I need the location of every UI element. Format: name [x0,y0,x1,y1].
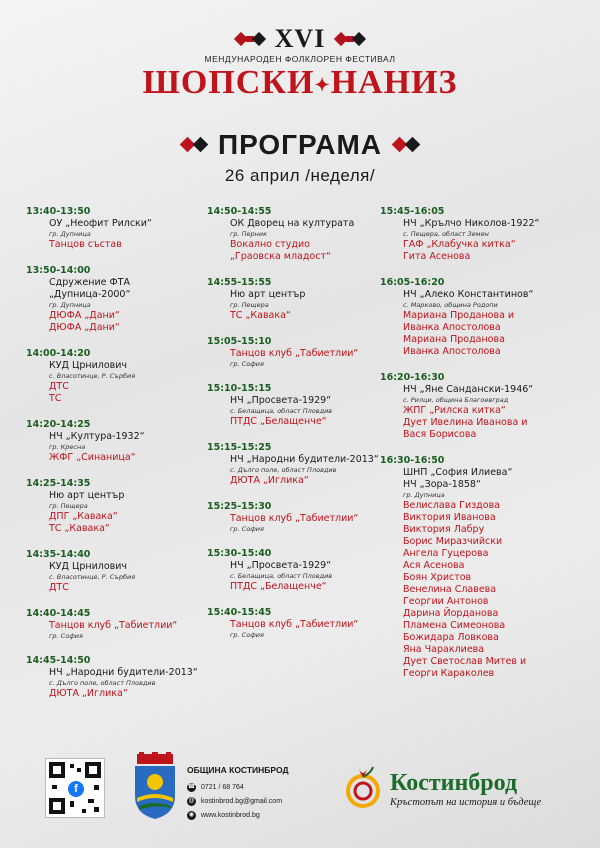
slot-ensemble: ОУ „Неофит Рилски“ [49,218,152,229]
slot-time: 15:15-15:25 [207,442,272,453]
website-link[interactable]: www.kostinbrod.bg [201,811,260,819]
slot-ensemble: ШНП „София Илиева“ [403,467,513,478]
slot-performer: Венелина Славева [403,584,497,595]
schedule-slot [26,608,206,641]
slot-performer: ДПГ „Кавака“ [49,511,118,522]
slot-place: с. Белащица, област Пловдив [230,407,333,415]
slot-place: с. Власотинце, Р. Сърбия [49,573,136,581]
slot-ensemble: Ню арт център [230,289,306,300]
slot-ensemble: НЧ „Просвета-1929“ [230,395,332,406]
slot-place: с. Пещера, област Земен [403,230,489,238]
slot-place: гр. Дупница [49,230,91,238]
slot-performer: Виктория Иванова [403,512,496,523]
festival-header [0,26,600,104]
slot-place: гр. София [230,631,264,639]
slot-time: 14:40-14:45 [26,608,91,619]
slot-performer: ТС [49,393,62,404]
slot-ensemble: КУД Црнилович [49,561,128,572]
slot-performer: Виктория Лабру [403,524,485,535]
schedule-slot [207,607,382,640]
slot-ensemble: НЧ „Крълчо Николов-1922“ [403,218,540,229]
slot-performer: Пламена Симеонова [403,620,506,631]
slot-performer: Танцов клуб „Табиетлии“ [49,620,178,631]
slot-time: 14:25-14:35 [26,478,91,489]
slot-performer: ТС „Кавака“ [49,523,110,534]
slot-place: гр. Кресна [49,443,86,451]
edition-number: XVI [274,24,326,53]
kostinbrod-brand-logo-icon [345,765,381,809]
slot-time: 15:30-15:40 [207,548,272,559]
festival-subtitle: МЕНДУНАРОДЕН ФОЛКЛОРЕН ФЕСТИВАЛ [204,54,396,64]
slot-place: гр. Перник [230,230,268,238]
slot-performer: Ангела Гуцерова [403,548,489,559]
slot-performer: ДТС [49,381,69,392]
web-icon: ◉ [188,811,195,818]
schedule-slot [207,548,382,593]
schedule-slot [26,419,206,464]
slot-ensemble: НЧ „Зора-1858“ [403,479,481,490]
coat-of-arms-icon [133,752,177,820]
slot-ensemble: КУД Црнилович [49,360,128,371]
slot-performer: Гита Асенова [403,251,471,262]
slot-performer: Велислава Гиздова [403,500,500,511]
slot-performer: ДТС [49,582,69,593]
star-ornament-icon: ✦ [314,75,331,96]
slot-ensemble: ОК Дворец на културата [230,218,355,229]
schedule-slot [207,277,382,322]
schedule-slot [26,348,206,405]
slot-ensemble: Ню арт център [49,490,125,501]
schedule-slot [380,455,580,680]
slot-place: с. Дълго поле, област Пловдив [49,679,156,687]
slot-ensemble: НЧ „Народни будители-2013“ [49,667,198,678]
slot-place: гр. София [49,632,83,640]
schedule-column-2 [207,206,382,640]
slot-place: гр. София [230,525,264,533]
slot-performer: ДЮТА „Иглика“ [230,475,309,486]
phone-icon: ☎ [187,783,196,790]
slot-place: с. Дълго поле, област Пловдив [230,466,337,474]
schedule-slot [207,383,382,428]
slot-place: с. Белащица, област Пловдив [230,572,333,580]
slot-place: гр. Дупница [403,491,445,499]
folk-ornament-icon [180,137,208,153]
slot-performer: Борис Миразчийски [403,536,503,547]
slot-performer: ДЮФА „Дани“ [49,322,120,333]
slot-performer: Яна Чараклиева [403,644,485,655]
schedule-slot [380,206,580,263]
folk-ornament-icon [233,32,267,46]
schedule-slot [207,206,382,263]
slot-ensemble: НЧ „Яне Сандански-1946“ [403,384,534,395]
slot-performer: ДЮФА „Дани“ [49,310,120,321]
slot-time: 14:35-14:40 [26,549,91,560]
slot-performer: ТС „Кавака“ [230,310,291,321]
festival-name: ШОПСКИ✦НАНИЗ [142,64,458,101]
slot-time: 16:05-16:20 [380,277,445,288]
slot-performer: Ася Асенова [403,560,465,571]
slot-time: 16:30-16:50 [380,455,445,466]
slot-place: с. Власотинце, Р. Сърбия [49,372,136,380]
slot-performer: ГАФ „Клабучка китка“ [403,239,516,250]
slot-ensemble: НЧ „Култура-1932“ [49,431,145,442]
slot-performer: Вокално студио [230,239,310,250]
slot-ensemble: Сдружение ФТА „Дупница-2000“ [49,277,131,300]
brand-tagline: Кръстопът на история и бъдеще [390,797,542,808]
schedule-slot [207,501,382,534]
schedule-slot [207,336,382,369]
slot-time: 14:20-14:25 [26,419,91,430]
qr-code[interactable] [45,758,105,818]
folk-ornament-icon [392,137,420,153]
slot-performer: ПТДС „Белащенче“ [230,416,327,427]
schedule-slot [26,655,206,700]
slot-performer: Танцов клуб „Табиетлии“ [230,619,359,630]
slot-time: 15:40-15:45 [207,607,272,618]
phone-number[interactable]: 0721 / 68 764 [201,783,244,791]
slot-performer: Божидара Ловкова [403,632,499,643]
slot-place: с. Рилци, община Благоевград [403,396,509,404]
email-address[interactable]: kostinbrod.bg@gmail.com [201,797,283,805]
schedule-slot [26,549,206,594]
slot-time: 14:45-14:50 [26,655,91,666]
email-icon: @ [188,797,195,804]
program-date: 26 април /неделя/ [224,166,376,185]
facebook-icon: f [68,781,84,797]
slot-time: 13:50-14:00 [26,265,91,276]
slot-ensemble: НЧ „Народни будители-2013“ [230,454,379,465]
slot-performer: Танцов клуб „Табиетлии“ [230,348,359,359]
schedule-slot [207,442,382,487]
slot-performer: Вася Борисова [403,429,477,440]
schedule-slot [26,478,206,535]
slot-performer: Танцов състав [49,239,122,250]
slot-performer: Георгии Антонов [403,596,489,607]
slot-place: с. Марково, община Родопи [403,301,498,309]
slot-performer: Боян Христов [403,572,472,583]
slot-place: гр. София [230,360,264,368]
slot-time: 13:40-13:50 [26,206,91,217]
program-title: ПРОГРАМА [217,129,383,160]
slot-performer: Георги Караколев [403,668,495,679]
slot-time: 14:00-14:20 [26,348,91,359]
slot-time: 16:20-16:30 [380,372,445,383]
schedule-column-1 [26,206,206,700]
slot-time: 14:50-14:55 [207,206,272,217]
slot-performer: Танцов клуб „Табиетлии“ [230,513,359,524]
schedule-column-3 [380,206,580,680]
schedule-slot [26,265,206,334]
slot-performer: ПТДС „Белащенче“ [230,581,327,592]
slot-performer: ДЮТА „Иглика“ [49,688,128,699]
slot-ensemble: НЧ „Просвета-1929“ [230,560,332,571]
slot-time: 15:25-15:30 [207,501,272,512]
slot-performer: Дует Ивелина Иванова и [403,417,528,428]
schedule-slot [380,277,580,358]
slot-time: 14:55-15:55 [207,277,272,288]
slot-place: гр. Дупница [49,301,91,309]
schedule-slot [380,372,580,441]
slot-performer: Мариана Проданова [403,334,505,345]
slot-ensemble: НЧ „Алеко Константинов“ [403,289,534,300]
brand-name: Костинброд [390,770,518,796]
slot-performer: Дует Светослав Митев и [403,656,527,667]
slot-performer: ЖФГ „Синаница“ [49,452,136,463]
slot-place: гр. Пещера [230,301,269,309]
slot-performer: Иванка Апостолова [403,346,501,357]
folk-ornament-icon [333,32,367,46]
slot-place: гр. Пещера [49,502,88,510]
schedule-slot [26,206,206,251]
slot-time: 15:05-15:10 [207,336,272,347]
slot-time: 15:10-15:15 [207,383,272,394]
municipality-name: ОБЩИНА КОСТИНБРОД [187,765,289,775]
slot-performer: Дарина Йорданова [403,608,499,619]
slot-performer: ЖПГ „Рилска китка“ [403,405,506,416]
slot-performer: Иванка Апостолова [403,322,501,333]
municipality-contacts [187,765,327,822]
slot-time: 15:45-16:05 [380,206,445,217]
slot-performer: „Граовска младост“ [230,251,331,262]
slot-performer: Мариана Проданова и [403,310,515,321]
